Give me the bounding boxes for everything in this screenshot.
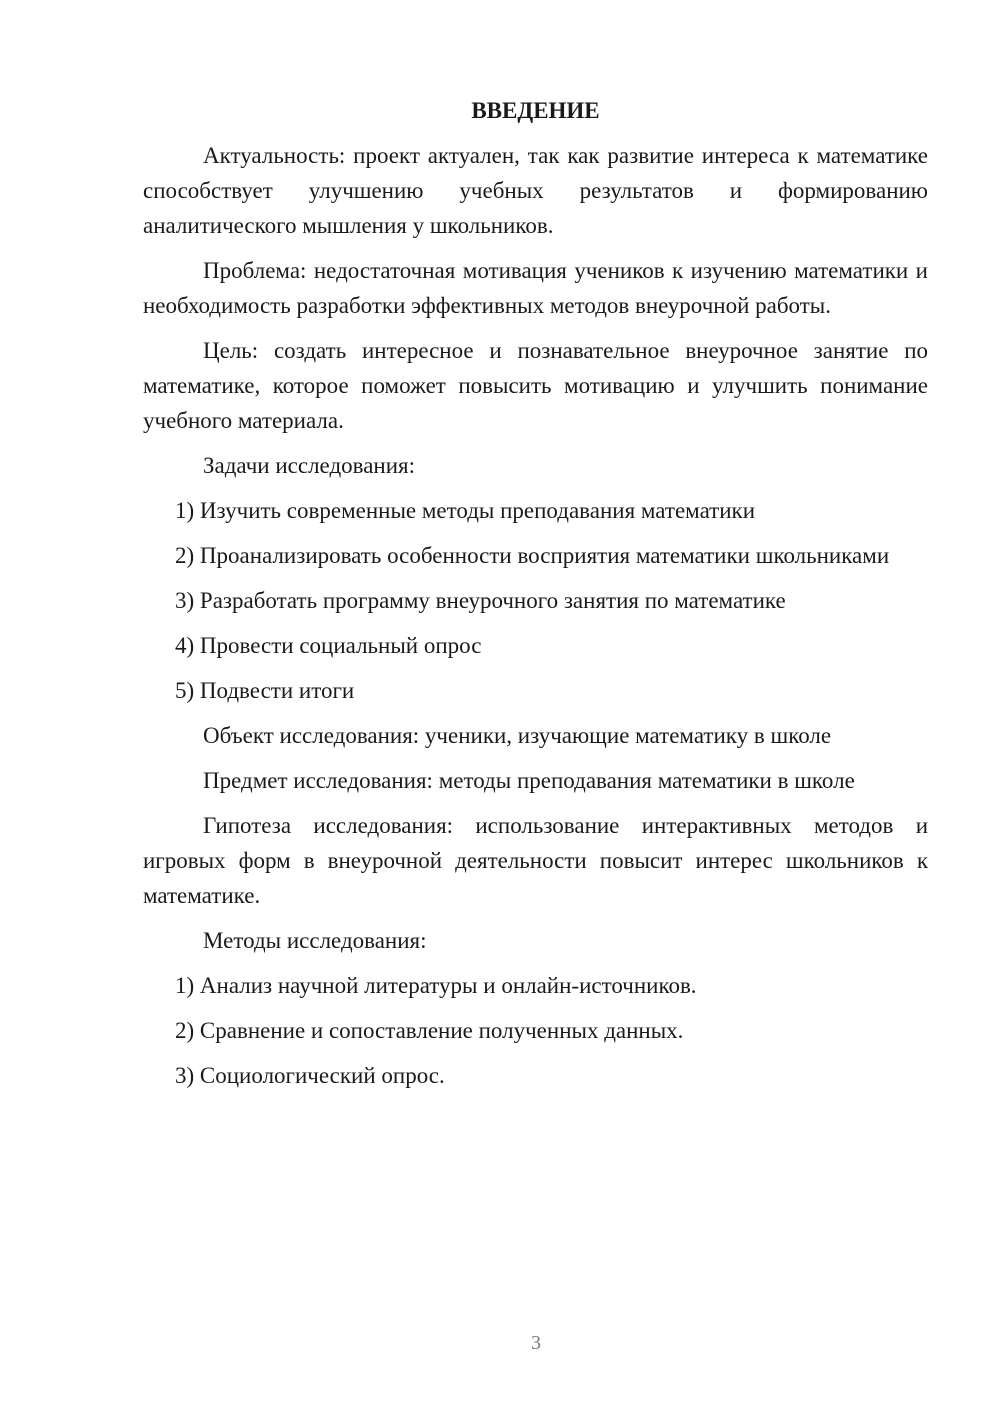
page-number: 3 — [531, 1332, 541, 1354]
section-title: ВВЕДЕНИЕ — [471, 98, 600, 123]
task-item-3: 3) Разработать программу внеурочного занятия по математике — [175, 588, 786, 613]
subject-paragraph: Предмет исследования: методы преподавания математики в школе — [203, 768, 855, 793]
relevance-paragraph: Актуальность: проект актуален, так как развитие интереса к математике способствует улучшению учебных результатов и формированию аналитического мышления у школьников. — [143, 143, 928, 238]
task-item-5: 5) Подвести итоги — [175, 678, 355, 703]
object-paragraph: Объект исследования: ученики, изучающие математику в школе — [203, 723, 832, 748]
method-item-2: 2) Сравнение и сопоставление полученных данных. — [175, 1018, 684, 1043]
method-item-3: 3) Социологический опрос. — [175, 1063, 445, 1088]
document-body — [143, 95, 928, 1103]
problem-paragraph: Проблема: недостаточная мотивация учеников к изучению математики и необходимость разработки эффективных методов внеурочной работы. — [143, 258, 928, 318]
task-item-1: 1) Изучить современные методы преподавания математики — [175, 498, 756, 523]
tasks-heading: Задачи исследования: — [203, 453, 416, 478]
hypothesis-paragraph: Гипотеза исследования: использование интерактивных методов и игровых форм в внеурочной деятельности повысит интерес школьников к математике. — [143, 813, 928, 908]
methods-heading: Методы исследования: — [203, 928, 427, 953]
task-item-4: 4) Провести социальный опрос — [175, 633, 482, 658]
task-item-2: 2) Проанализировать особенности восприятия математики школьниками — [175, 543, 890, 568]
method-item-1: 1) Анализ научной литературы и онлайн-источников. — [175, 973, 697, 998]
goal-paragraph: Цель: создать интересное и познавательное внеурочное занятие по математике, которое поможет повысить мотивацию и улучшить понимание учебного материала. — [143, 338, 928, 433]
